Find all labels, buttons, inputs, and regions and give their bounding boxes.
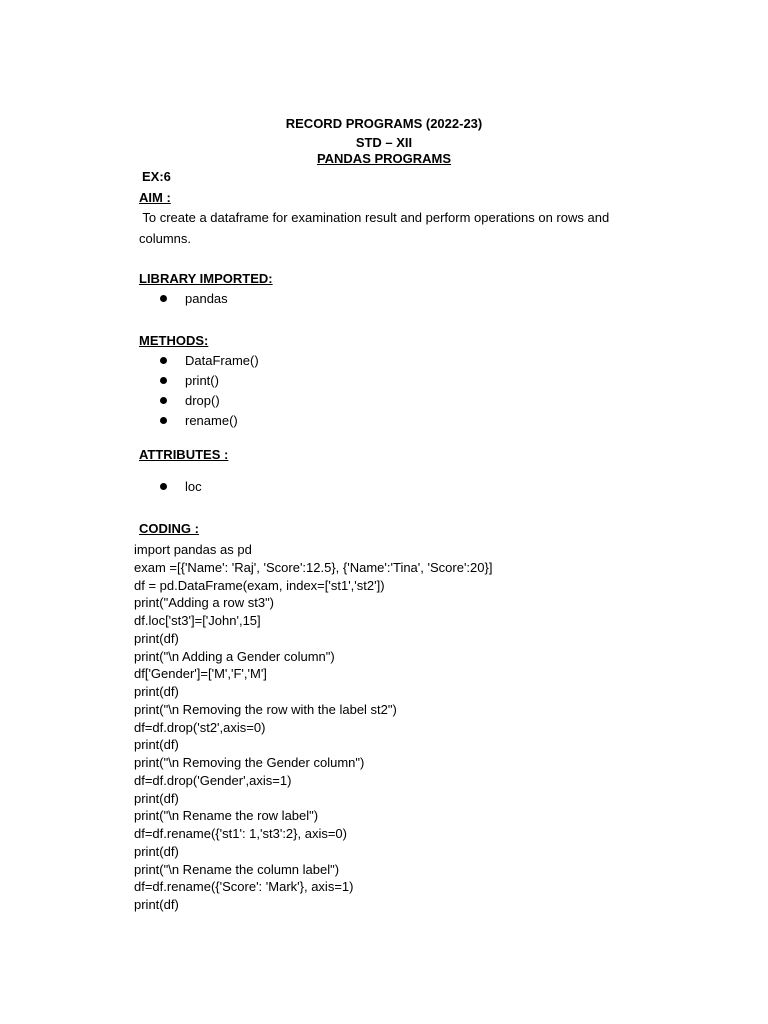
- attributes-heading: ATTRIBUTES :: [139, 447, 229, 462]
- aim-text-line-2: columns.: [139, 231, 192, 246]
- library-heading: LIBRARY IMPORTED:: [139, 271, 273, 286]
- code-line: df.loc['st3']=['John',15]: [134, 613, 261, 628]
- aim-heading: AIM :: [139, 190, 171, 205]
- bullet-icon: [160, 377, 167, 384]
- bullet-icon: [160, 417, 167, 424]
- bullet-icon: [160, 397, 167, 404]
- code-line: df=df.drop('Gender',axis=1): [134, 772, 292, 788]
- aim-text-line-1: To create a dataframe for examination result and perform operations on rows and: [139, 210, 610, 225]
- code-block: [134, 541, 492, 914]
- code-line: df['Gender']=['M','F','M']: [134, 666, 267, 682]
- code-line: print("Adding a row st3"): [134, 595, 275, 611]
- code-line: print("\n Rename the row label"): [134, 808, 319, 824]
- bullet-icon: [160, 483, 167, 490]
- code-line: print(df): [134, 843, 179, 859]
- code-line: df=df.rename({'Score': 'Mark'}, axis=1): [134, 879, 354, 895]
- code-line: print("\n Adding a Gender column"): [134, 648, 335, 664]
- document-subtitle: PANDAS PROGRAMS: [316, 151, 452, 166]
- exercise-number: EX:6: [142, 169, 171, 184]
- code-line: print(df): [134, 684, 179, 699]
- bullet-icon: [160, 295, 167, 302]
- coding-heading: CODING :: [139, 521, 199, 536]
- code-line: df=df.drop('st2',axis=0): [134, 719, 266, 735]
- code-line: print("\n Removing the row with the label st2"): [134, 701, 397, 717]
- code-line: print(df): [134, 897, 179, 912]
- methods-heading: METHODS:: [139, 333, 209, 348]
- code-line: print("\n Removing the Gender column"): [134, 755, 365, 770]
- document-title: RECORD PROGRAMS (2022-23): [285, 116, 483, 131]
- code-line: print(df): [134, 737, 179, 753]
- bullet-icon: [160, 357, 167, 364]
- code-line: print(df): [134, 790, 179, 806]
- code-line: exam =[{'Name': 'Raj', 'Score':12.5}, {'Name':'Tina', 'Score':20}]: [134, 559, 493, 575]
- code-line: import pandas as pd: [134, 542, 252, 557]
- code-line: print(df): [134, 630, 179, 646]
- standard-label: STD – XII: [355, 135, 413, 150]
- code-line: print("\n Rename the column label"): [134, 861, 340, 877]
- code-line: df = pd.DataFrame(exam, index=['st1','st2']): [134, 577, 385, 593]
- code-line: df=df.rename({'st1': 1,'st3':2}, axis=0): [134, 826, 347, 841]
